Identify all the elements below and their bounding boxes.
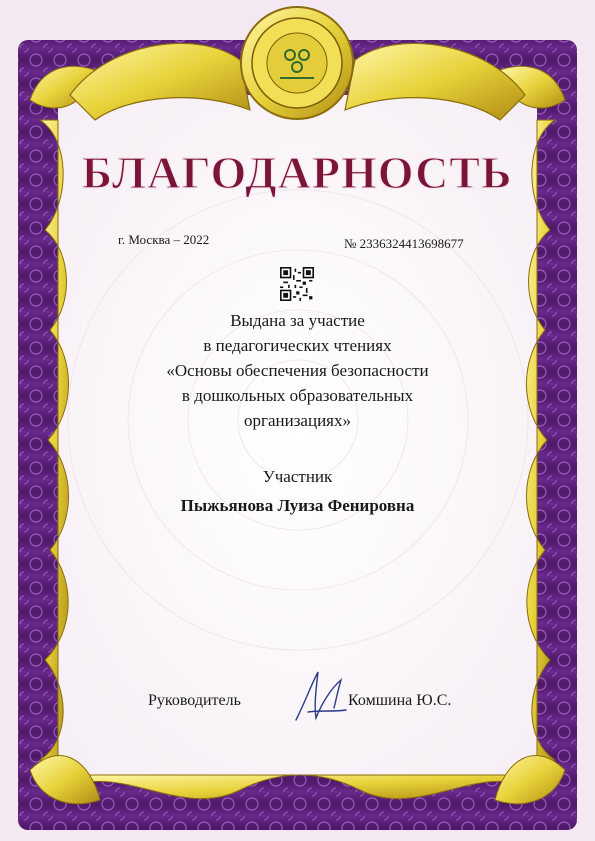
- signatory-name: Комшина Ю.С.: [348, 692, 452, 709]
- body-line: в педагогических чтениях: [203, 336, 392, 355]
- city-year: г. Москва – 2022: [118, 232, 210, 247]
- body-line: «Основы обеспечения безопасности: [166, 361, 429, 380]
- signature-label: Руководитель: [148, 692, 241, 709]
- body-line: Выдана за участие: [230, 311, 365, 330]
- participant-role: Участник: [262, 467, 333, 486]
- signature-scribble: [286, 660, 356, 730]
- body-line: в дошкольных образовательных: [181, 386, 414, 405]
- body-line: организациях»: [244, 411, 351, 430]
- certificate-number: № 2336324413698677: [344, 236, 464, 251]
- award-text: [110, 308, 485, 433]
- certificate-title: БЛАГОДАРНОСТЬ: [81, 147, 513, 198]
- participant-name: Пыжьянова Луиза Фенировна: [180, 496, 415, 515]
- qr-code[interactable]: [280, 267, 314, 301]
- seal-emblem: [241, 7, 353, 119]
